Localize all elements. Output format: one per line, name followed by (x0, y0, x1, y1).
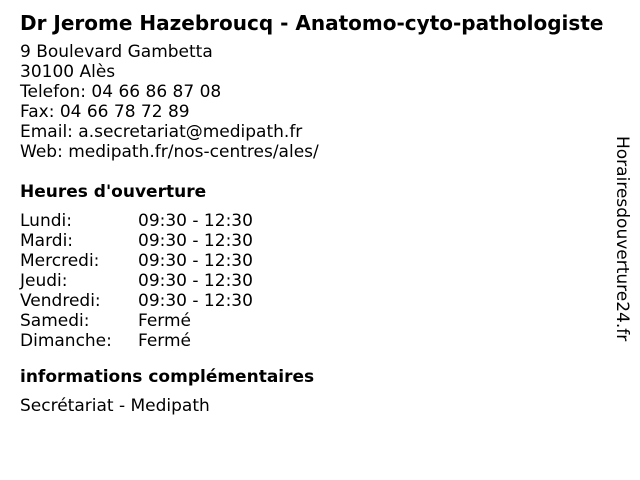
hours-row-friday (20, 291, 620, 311)
web-line: Web: medipath.fr/nos-centres/ales/ (20, 142, 319, 162)
hours-row-saturday (20, 311, 620, 331)
hours-row-thursday (20, 271, 620, 291)
hours-row-tuesday (20, 231, 620, 251)
day-hours: 09:30 - 12:30 (138, 271, 253, 291)
day-hours: 09:30 - 12:30 (138, 231, 253, 251)
day-label: Lundi: (20, 211, 72, 231)
day-label: Samedi: (20, 311, 90, 331)
day-label: Mercredi: (20, 251, 100, 271)
day-label: Dimanche: (20, 331, 112, 351)
page-title: Dr Jerome Hazebroucq - Anatomo-cyto-pathologiste (20, 11, 604, 35)
site-watermark (612, 136, 632, 341)
day-label: Vendredi: (20, 291, 101, 311)
hours-heading: Heures d'ouverture (20, 182, 207, 202)
phone-line: Telefon: 04 66 86 87 08 (20, 82, 222, 102)
site-watermark-text: Horairesdouverture24.fr (612, 136, 632, 342)
day-label: Jeudi: (20, 271, 68, 291)
day-label: Mardi: (20, 231, 74, 251)
day-hours: 09:30 - 12:30 (138, 211, 253, 231)
hours-table (20, 211, 620, 351)
fax-line: Fax: 04 66 78 72 89 (20, 102, 190, 122)
email-line: Email: a.secretariat@medipath.fr (20, 122, 303, 142)
info-text: Secrétariat - Medipath (20, 396, 210, 416)
hours-row-wednesday (20, 251, 620, 271)
hours-row-monday (20, 211, 620, 231)
contact-block (20, 42, 620, 162)
info-heading: informations complémentaires (20, 367, 315, 387)
day-hours: 09:30 - 12:30 (138, 291, 253, 311)
day-hours: 09:30 - 12:30 (138, 251, 253, 271)
listing-card (20, 10, 620, 416)
address-street: 9 Boulevard Gambetta (20, 42, 213, 62)
day-hours: Fermé (138, 331, 192, 351)
day-hours: Fermé (138, 311, 192, 331)
address-city: 30100 Alès (20, 62, 116, 82)
hours-row-sunday (20, 331, 620, 351)
